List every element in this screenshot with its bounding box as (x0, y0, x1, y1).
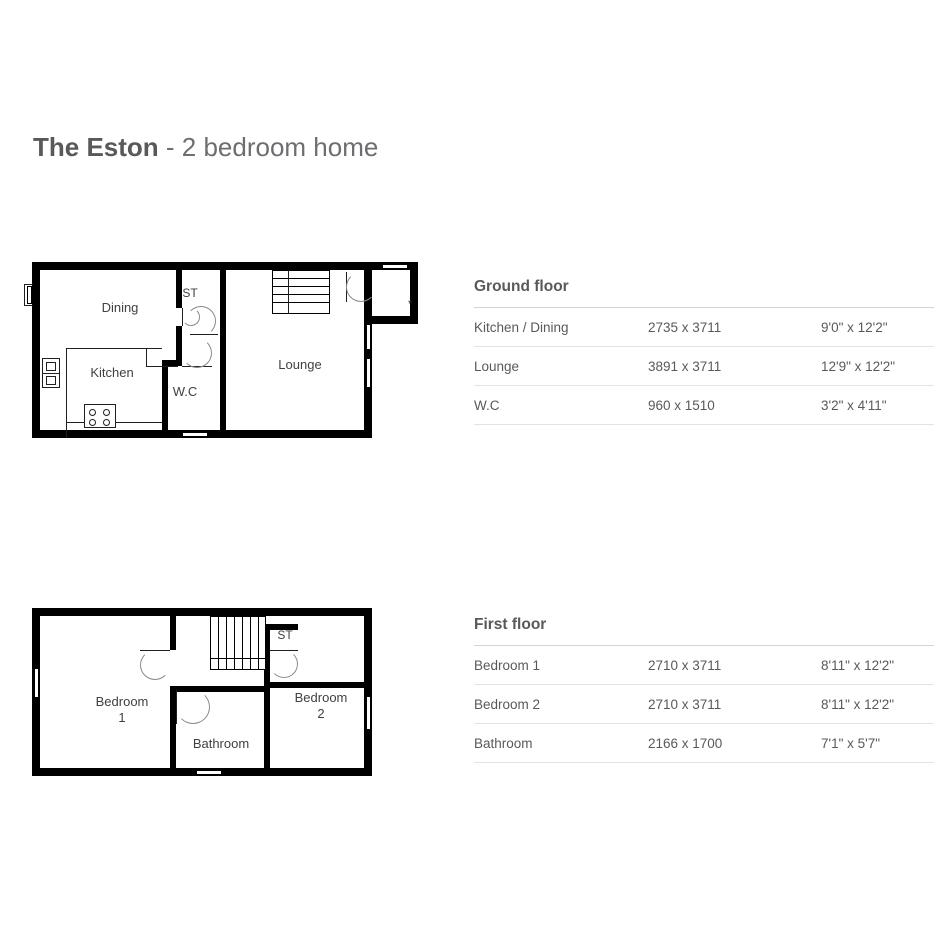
room-dimensions-ft: 8'11" x 12'2" (821, 657, 895, 673)
page-title-subtitle: - 2 bedroom home (158, 132, 379, 162)
door-arc-bathroom (176, 690, 210, 724)
hob-burner-1 (89, 409, 96, 416)
room-name: W.C (474, 397, 500, 413)
door-arc-bed2 (270, 650, 298, 678)
wall-porch-bottom (372, 316, 418, 324)
stair-landing-edge (211, 658, 265, 659)
hob-burner-4 (103, 419, 110, 426)
room-dimensions-mm: 2710 x 3711 (648, 657, 722, 673)
room-dimensions-mm: 2710 x 3711 (648, 696, 722, 712)
partition-lounge (220, 262, 226, 438)
kitchen-divider-vertical (146, 348, 147, 366)
room-label-wc: W.C (172, 384, 198, 399)
window-lounge-right (366, 324, 371, 350)
table-row (474, 646, 934, 685)
bedroom1-line2: 1 (118, 710, 126, 725)
room-dimensions-mm: 3891 x 3711 (648, 358, 722, 374)
table-row (474, 685, 934, 724)
first-floor-plan (24, 608, 369, 780)
window-bed1 (34, 668, 39, 698)
window-rear (182, 432, 208, 437)
door-arc-kitchen (186, 306, 216, 336)
kitchen-unit-run (66, 348, 67, 438)
window-porch (382, 264, 408, 269)
room-dimensions-ft: 12'9" x 12'2" (821, 358, 896, 374)
page-title-name: The Eston (33, 132, 159, 162)
stair-tread-1 (273, 278, 329, 279)
window-bed2 (366, 696, 371, 730)
bay-line-left (24, 284, 25, 306)
kitchen-sink-bowl (46, 362, 56, 371)
room-dimensions-ft: 7'1" x 5'7" (821, 735, 881, 751)
bedroom1-line1: Bedroom (95, 694, 149, 709)
room-name: Bedroom 1 (474, 657, 541, 673)
room-name: Bedroom 2 (474, 696, 541, 712)
stair-tread-3 (273, 294, 329, 295)
wall-porch-right (410, 262, 418, 324)
room-dimensions-mm: 960 x 1510 (648, 397, 715, 413)
first-floor-heading: First floor (474, 616, 934, 646)
door-arc-bed1 (140, 650, 170, 680)
wall-top-first (32, 608, 372, 616)
door-arc-wc (182, 338, 212, 368)
partition-bed1-upper (170, 608, 176, 650)
hob-burner-2 (103, 409, 110, 416)
staircase-ground (272, 270, 330, 314)
stair-tread-2 (273, 286, 329, 287)
stair-tread-4 (273, 302, 329, 303)
window-bathroom (196, 770, 222, 775)
room-label-lounge: Lounge (278, 357, 322, 372)
partition-wc-left (162, 360, 168, 438)
room-label-dining: Dining (101, 300, 139, 315)
wall-left (32, 262, 40, 438)
ground-floor-schedule (474, 278, 934, 425)
stair-riser-4 (242, 617, 243, 669)
stair-riser-2 (226, 617, 227, 669)
stair-riser-3 (234, 617, 235, 669)
ground-floor-heading: Ground floor (474, 278, 934, 308)
stair-riser-5 (250, 617, 251, 669)
table-row (474, 347, 934, 386)
partition-hall-upper (176, 262, 182, 308)
room-label-bedroom-1 (78, 694, 166, 726)
room-name: Bathroom (474, 735, 533, 751)
asterisk-note: * (408, 297, 413, 311)
room-label-store-first: ST (277, 628, 293, 642)
door-arc-front (346, 272, 376, 302)
first-floor-schedule (474, 616, 934, 763)
table-row (474, 308, 934, 347)
room-dimensions-ft: 9'0" x 12'2" (821, 319, 888, 335)
bedroom2-line1: Bedroom (294, 690, 348, 705)
room-dimensions-mm: 2166 x 1700 (648, 735, 723, 751)
kitchen-dining-divider (66, 348, 162, 349)
kitchen-sink-drainer (46, 376, 56, 385)
room-dimensions-mm: 2735 x 3711 (648, 319, 722, 335)
room-dimensions-ft: 8'11" x 12'2" (821, 696, 895, 712)
room-dimensions-ft: 3'2" x 4'11" (821, 397, 887, 413)
kitchen-sink-divider (42, 373, 60, 374)
bedroom2-line2: 2 (317, 706, 325, 721)
stair-riser-6 (258, 617, 259, 669)
ground-floor-plan (24, 262, 424, 442)
stair-stringer (288, 270, 289, 314)
bay-line-top (24, 284, 33, 285)
table-row (474, 724, 934, 763)
room-name: Lounge (474, 358, 520, 374)
room-label-store-ground: ST (182, 286, 198, 300)
stair-riser-1 (218, 617, 219, 669)
room-label-bedroom-2 (276, 690, 366, 722)
room-label-kitchen: Kitchen (90, 365, 134, 380)
window-lounge-right-2 (366, 358, 371, 388)
bay-line-bottom (24, 305, 33, 306)
partition-bed2-bottom (270, 682, 372, 688)
window-dining-bay (27, 286, 32, 304)
partition-bathroom-right (264, 686, 270, 776)
room-label-bathroom: Bathroom (192, 736, 250, 751)
hob-burner-3 (89, 419, 96, 426)
page-title (33, 132, 378, 163)
table-row (474, 386, 934, 425)
room-name: Kitchen / Dining (474, 319, 569, 335)
